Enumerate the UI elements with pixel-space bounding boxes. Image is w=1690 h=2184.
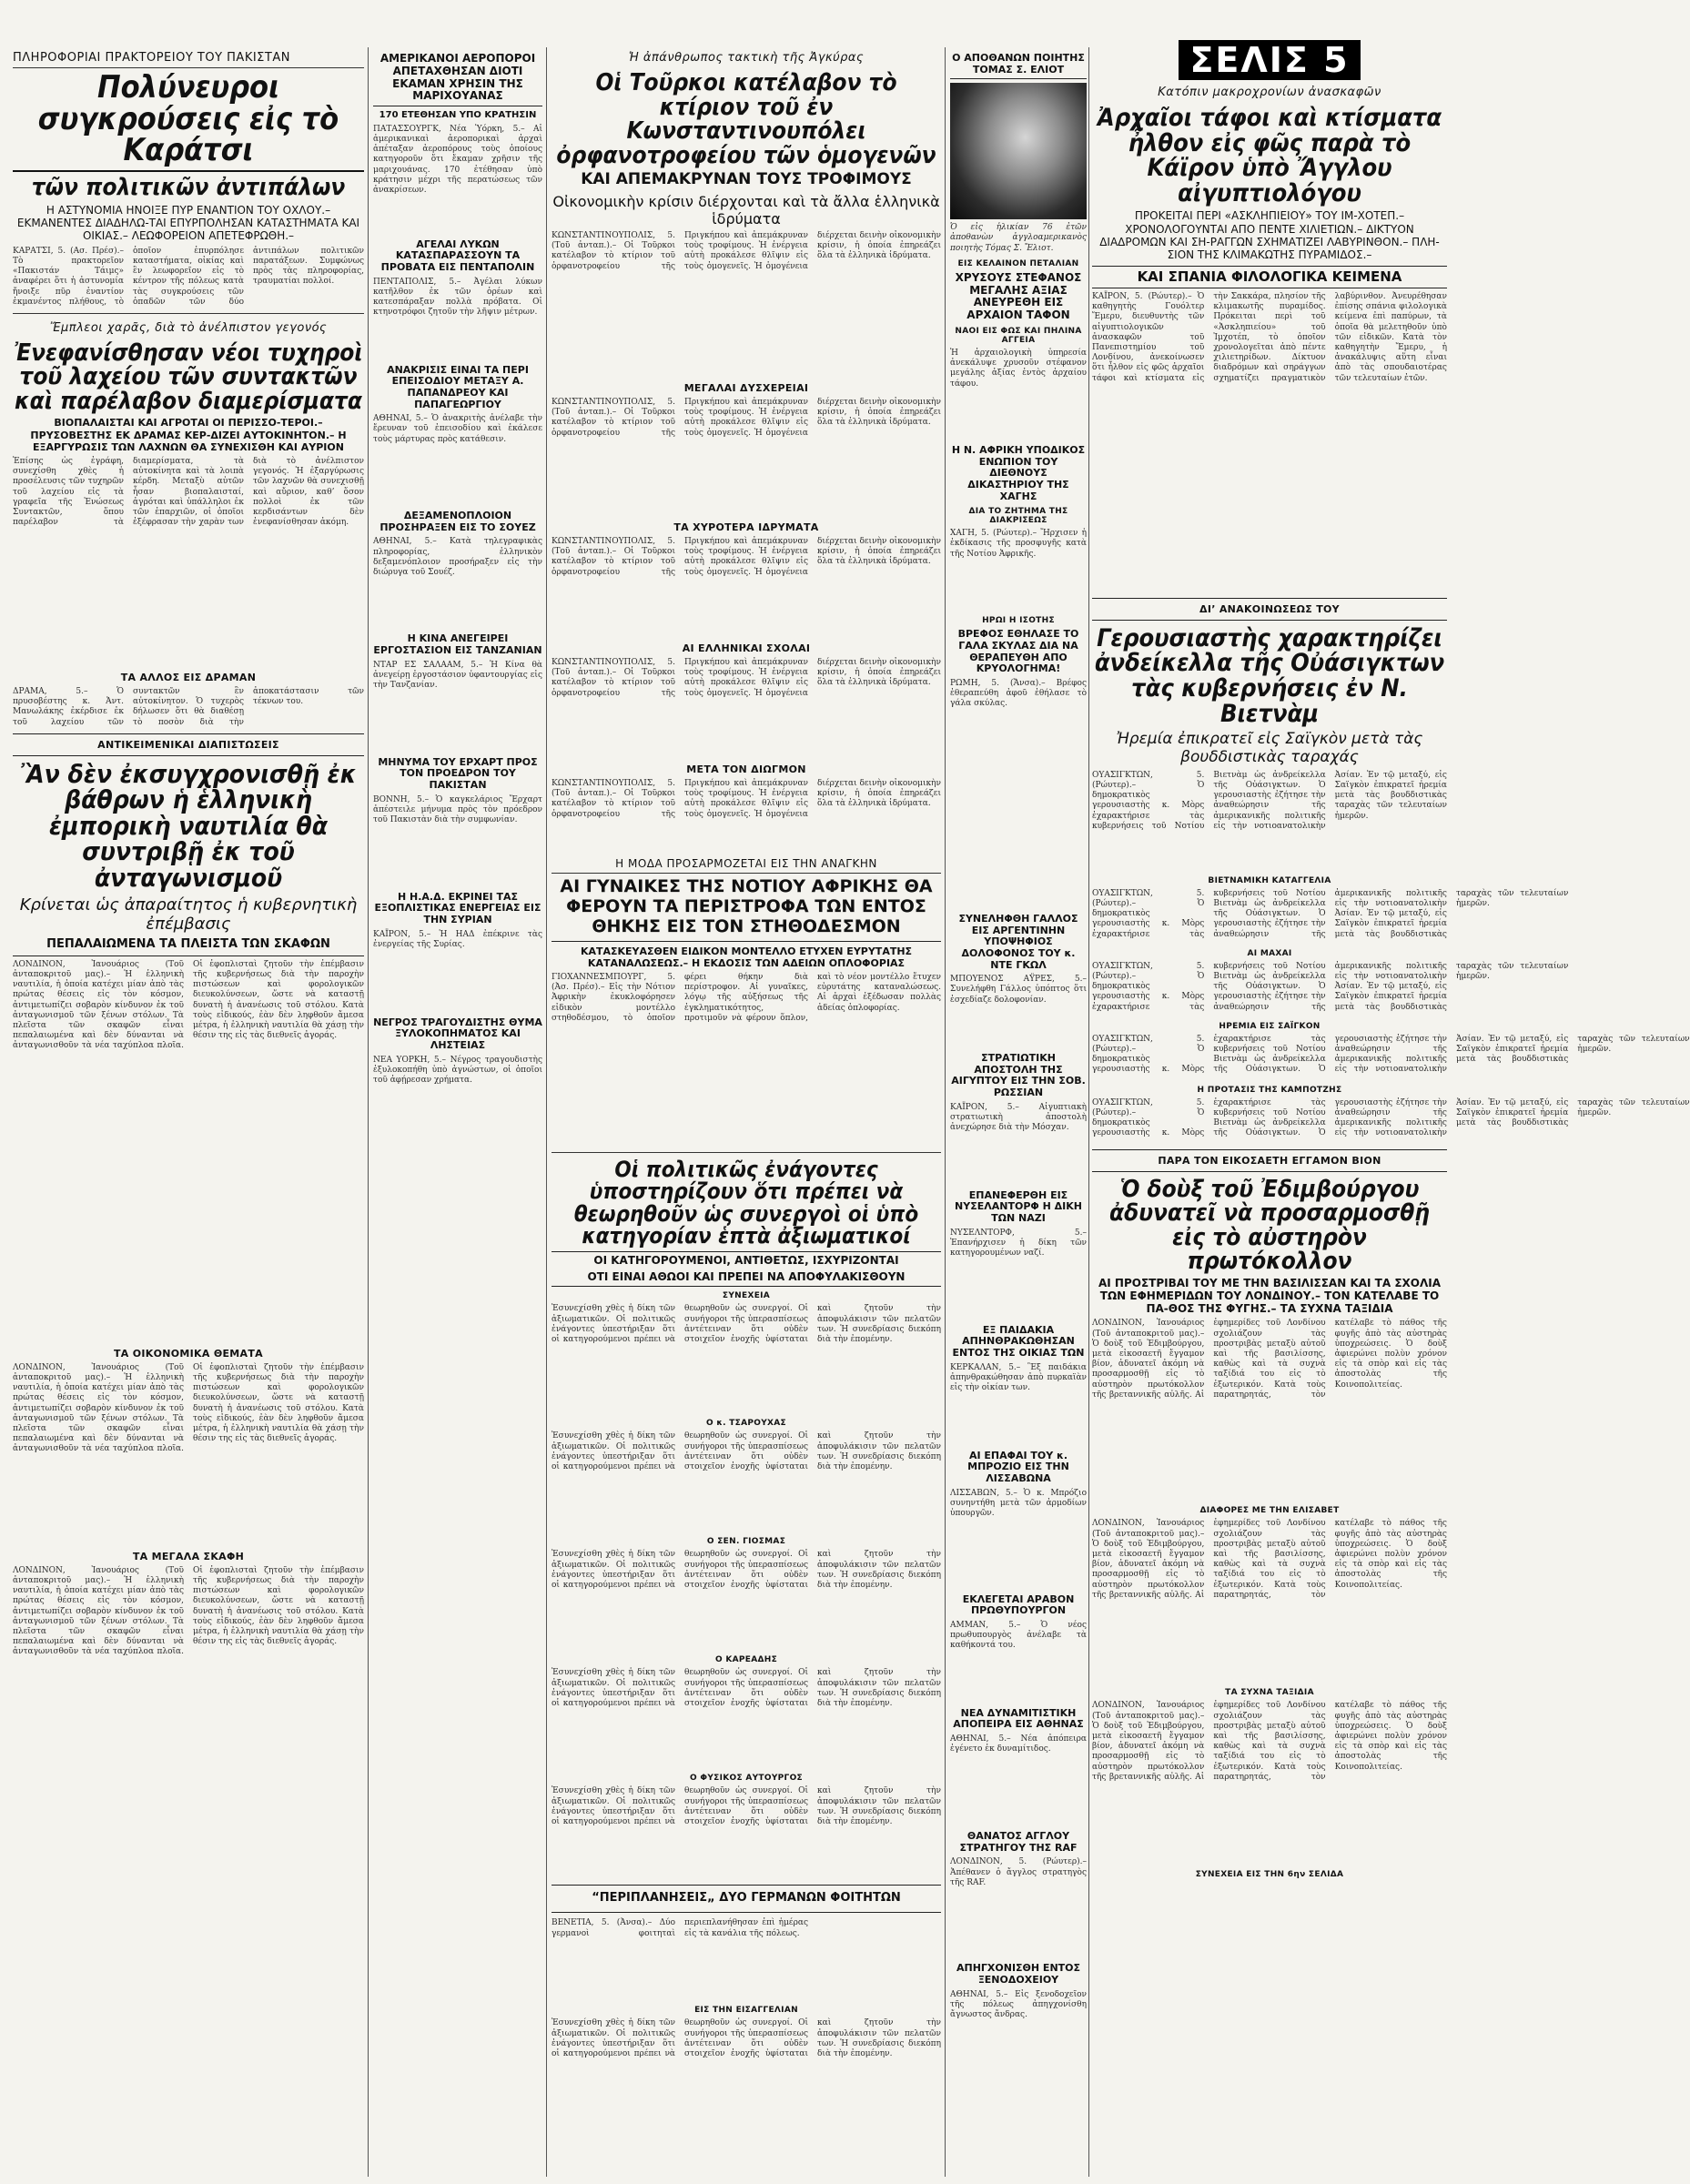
saigon-subhead: Ἠρεμία ἐπικρατεῖ εἰς Σαϊγκὸν μετὰ τὰς βουδδιστικὰς ταραχάς [1116,730,1423,767]
senator-headline: Γερουσιαστὴς χαρακτηρίζει ἀνδείκελλα τῆς Οὐάσιγκτων τὰς κυβερνήσεις ἐν Ν. Βιετνὰμ [1094,623,1445,728]
children-body: ΚΕΡΚΑΛΑΝ, 5.– Ἓξ παιδάκια ἀπηνθρακώθησαν ἀπὸ πυρκαϊὰν εἰς τὴν οἰκίαν των. [950,1362,1087,1393]
officers-section [552,1147,941,2097]
egypt-mission-body: ΚΑΪΡΟΝ, 5.– Αἰγυπτιακὴ στρατιωτικὴ ἀποστολὴ ἀνεχώρησε διὰ τὴν Μόσχαν. [950,1102,1087,1133]
megala-skafi-subhead: ΤΑ ΜΕΓΑΛΑ ΣΚΑΦΗ [132,1550,245,1562]
erhard-body: ΒΟΝΝΗ, 5.– Ὁ καγκελάριος Ἔρχαρτ ἀπέστειλε μήνυμα πρὸς τὸν πρόεδρον τοῦ Πακιστὰν διὰ τὴν συμφωνίαν. [373,794,542,825]
continuation-subhead: ΣΥΝΕΧΕΙΑ [722,1291,771,1301]
orphanage-body-3: ΚΩΝΣΤΑΝΤΙΝΟΥΠΟΛΙΣ, 5. (Τοῦ ἀνταπ.).– Οἱ Τοῦρκοι κατέλαβον τὸ κτίριον τοῦ ὀρφανοτροφείου τῆς Πριγκήπου καὶ ἀπεμάκρυναν τοὺς τροφίμους. Ἡ ἐνέργεια αὐτὴ προκάλεσε θλῖψιν εἰς τοὺς ὁμογενεῖς. Ἡ ὁμογένεια διέρχεται δεινὴν οἰκονομικὴν κρίσιν, ἡ ὁποία ἐπηρεάζει ὅλα τὰ ἑλληνικὰ ἱδρύματα. [552,536,942,577]
kelaini-subhead: ΕΙΣ ΚΕΛΑΙΝΟΝ ΠΕΤΑΛΙΑΝ [957,258,1079,268]
officers-body-5: Ἐσυνεχίσθη χθὲς ἡ δίκη τῶν ἀξιωματικῶν. Οἱ πολιτικῶς ἐνάγοντες ὑπεστήριξαν ὅτι οἱ κατηγορούμενοι πρέπει νὰ θεωρηθοῦν ὡς συνεργοί. Οἱ συνήγοροι τῆς ὑπερασπίσεως ἀντέτειναν ὅτι οὐδὲν στοιχεῖον ἐνοχῆς ὑφίσταται καὶ ζητοῦν τὴν ἀποφυλάκισιν τῶν πελατῶν των. Ἡ συνεδρίασις διεκόπη διὰ τὴν ἐπομένην. [552,1786,941,1827]
hague-headline: Η Ν. ΑΦΡΙΚΗ ΥΠΟΔΙΚΟΣ ΕΝΩΠΙΟΝ ΤΟΥ ΔΙΕΘΝΟΥΣ ΔΙΚΑΣΤΗΡΙΟΥ ΤΗΣ ΧΑΓΗΣ [951,444,1086,502]
wolves-headline: ΑΓΕΛΑΙ ΛΥΚΩΝ ΚΑΤΑΣΠΑΡΑΣΣΟΥΝ ΤΑ ΠΡΟΒΑΤΑ ΕΙΣ ΠΕΝΤΑΠΟΛΙΝ [380,238,535,273]
officers-subhead-2: ΟΤΙ ΕΙΝΑΙ ΑΘΩΟΙ ΚΑΙ ΠΡΕΠΕΙ ΝΑ ΑΠΟΦΥΛΑΚΙΣΘΟΥΝ [552,1271,941,1288]
battles-subhead: ΑΙ ΜΑΧΑΙ [1247,948,1292,958]
shipping-body-2: ΛΟΝΔΙΝΟΝ, Ἰανουάριος (Τοῦ ἀνταποκριτοῦ μας).– Ἡ ἑλληνικὴ ναυτιλία, ἡ ὁποία κατέχει μίαν ἀπὸ τὰς πρώτας θέσεις εἰς τὸν κόσμον, ἀντιμετωπίζει σοβαρὸν κίνδυνον ἐκ τοῦ ἀνταγωνισμοῦ τῶν ξένων στόλων. Τὰ πλεῖστα τῶν σκαφῶν εἶναι πεπαλαιωμένα καὶ δὲν δύνανται νὰ ἀνταγωνισθοῦν τὰ νέα ταχύπλοα πλοῖα. Οἱ ἐφοπλισταὶ ζητοῦν τὴν ἐπέμβασιν τῆς κυβερνήσεως διὰ τὴν παροχὴν πιστώσεων καὶ φορολογικῶν διευκολύνσεων, ὥστε νὰ καταστῇ δυνατὴ ἡ ἀνανέωσις τοῦ στόλου. Κατὰ τοὺς εἰδικούς, ἐὰν δὲν ληφθοῦν ἄμεσα μέτρα, ἡ ἑλληνικὴ ναυτιλία θὰ χάσῃ τὴν θέσιν της εἰς τὰς διεθνεῖς ἀγοράς. [13,1362,364,1454]
degaulle-headline: ΣΥΝΕΛΗΦΘΗ ΓΑΛΛΟΣ ΕΙΣ ΑΡΓΕΝΤΙΝΗΝ ΥΠΟΨΗΦΙΟΣ ΔΟΛΟΦΟΝΟΣ ΤΟΥ κ. ΝΤΕ ΓΚΩΛ [958,913,1078,971]
column-5 [1092,40,1690,2169]
institutions-subhead: ΤΑ ΧΥΡΟΤΕΡΑ ΙΔΡΥΜΑΤΑ [673,521,819,533]
perpetrator-subhead: Ο ΦΥΣΙΚΟΣ ΑΥΤΟΥΡΓΟΣ [690,1774,803,1784]
brosio-headline: ΑΙ ΕΠΑΦΑΙ ΤΟΥ κ. ΜΠΡΟΖΙΟ ΕΙΣ ΤΗΝ ΛΙΣΣΑΒΩΝΑ [967,1449,1069,1484]
singer-headline: ΝΕΓΡΟΣ ΤΡΑΓΟΥΔΙΣΤΗΣ ΘΥΜΑ ΞΥΛΟΚΟΠΗΜΑΤΟΣ ΚΑΙ ΛΗΣΤΕΙΑΣ [373,1016,542,1051]
archaeology-headline: Ἀρχαῖοι τάφοι καὶ κτίσματα ἦλθον εἰς φῶς παρὰ τὸ Κάϊρον ὑπὸ Ἄγγλου αἰγυπτιολόγου [1097,104,1442,207]
karachi-headline-2: τῶν πολιτικῶν ἀντιπάλων [13,170,364,200]
uar-headline: Η Η.Α.Δ. ΕΚΡΙΝΕΙ ΤΑΣ ΕΞΟΠΛΙΣΤΙΚΑΣ ΕΝΕΡΓΕΙΑΣ ΕΙΣ ΤΗΝ ΣΥΡΙΑΝ [374,890,541,925]
karachi-subhead: Η ΑΣΤΥΝΟΜΙΑ ΗΝΟΙΞΕ ΠΥΡ ΕΝΑΝΤΙΟΝ ΤΟΥ ΟΧΛΟΥ.– ΕΚΜΑΝΕΝΤΕΣ ΔΙΑΔΗΛΩ-ΤΑΙ ΕΠΥΡΠΟΛΗΣΑΝ ΚΑΤΑΣΤΗΜΑΤΑ ΚΑΙ ΟΙΚΙΑΣ.– ΛΕΩΦΟΡΕΙΟΝ ΑΠΕΤΕΦΡΩΘΗ.– [16,203,360,243]
hotel-headline: ΑΠΗΓΧΟΝΙΣΘΗ ΕΝΤΟΣ ΞΕΝΟΔΟΧΕΙΟΥ [956,1962,1081,1987]
lottery-kicker: Ἔμπλεοι χαρᾶς, διὰ τὸ ἀνέλπιστον γεγονός [49,320,328,335]
officers-body-4: Ἐσυνεχίσθη χθὲς ἡ δίκη τῶν ἀξιωματικῶν. Οἱ πολιτικῶς ἐνάγοντες ὑπεστήριξαν ὅτι οἱ κατηγορούμενοι πρέπει νὰ θεωρηθοῦν ὡς συνεργοί. Οἱ συνήγοροι τῆς ὑπερασπίσεως ἀντέτειναν ὅτι οὐδὲν στοιχεῖον ἐνοχῆς ὑφίσταται καὶ ζητοῦν τὴν ἀποφυλάκισιν τῶν πελατῶν των. Ἡ συνεδρίασις διεκόπη διὰ τὴν ἐπομένην. [552,1668,941,1709]
pakistan-kicker: ΠΛΗΡΟΦΟΡΙΑΙ ΠΡΑΚΤΟΡΕΙΟΥ ΤΟΥ ΠΑΚΙΣΤΑΝ [13,49,364,68]
drama-subhead: ΤΑ ΑΛΛΟΣ ΕΙΣ ΔΡΑΜΑΝ [120,672,257,684]
calm-subhead: ΗΡΕΜΙΑ ΕΙΣ ΣΑΪΓΚΟΝ [1219,1021,1321,1031]
eliot-kicker: Ο ΑΠΟΘΑΝΩΝ ΠΟΙΗΤΗΣ ΤΟΜΑΣ Σ. ΕΛΙΟΤ [950,53,1087,79]
fashion-kicker: Η ΜΟΔΑ ΠΡΟΣΑΡΜΟΖΕΤΑΙ ΕΙΣ ΤΗΝ ΑΝΑΓΚΗΝ [552,855,941,874]
duke-kicker: ΠΑΡΑ ΤΟΝ ΕΙΚΟΣΑΕΤΗ ΕΓΓΑΜΟΝ ΒΙΟΝ [1158,1154,1381,1167]
shipping-subhead: Κρίνεται ὡς ἀπαραίτητος ἡ κυβερνητικὴ ἐπέμβασις [19,895,358,935]
lottery-headline: Ἐνεφανίσθησαν νέοι τυχηροὶ τοῦ λαχείου τῶν συντακτῶν καὶ παρέλαβον διαμερίσματα [14,339,363,415]
drama-body: ΔΡΑΜΑ, 5.– Ὁ πρυσοβέστης κ. Ἀντ. Μανωλάκης ἐκέρδισε ἐκ τοῦ λαχείου τῶν συντακτῶν ἓν αὐτοκίνητον. Ὁ τυχερὸς δήλωσεν ὅτι θὰ διαθέσῃ τὸ ποσὸν διὰ τὴν ἀποκατάστασιν τῶν τέκνων του. [13,687,364,727]
tsarouchas-subhead: Ο κ. ΤΣΑΡΟΥΧΑΣ [706,1419,786,1429]
fashion-body: ΓΙΟΧΑΝΝΕΣΜΠΟΥΡΓ, 5. (Ἀσ. Πρέσ).– Εἰς τὴν Νότιον Ἀφρικὴν ἐκυκλοφόρησεν εἰδικὸν μοντέλλο στηθοδέσμου, τὸ ὁποῖον φέρει θήκην διὰ περίστροφον. Αἱ γυναῖκες, λόγῳ τῆς αὐξήσεως τῆς ἐγκληματικότητος, προτιμοῦν νὰ φέρουν ὅπλον, καὶ τὸ νέον μοντέλλο ἔτυχεν εὐρυτάτης καταναλώσεως. Αἱ ἀρχαὶ ἐξέδωσαν πολλὰς ἀδείας ὁπλοφορίας. [552,972,941,1023]
differences-subhead: ΔΙΑΦΟΡΕΣ ΜΕ ΤΗΝ ΕΛΙΣΑΒΕΤ [1199,1506,1340,1516]
students-headline: “ΠΕΡΙΠΛΑΝΗΣΕΙΣ„ ΔΥΟ ΓΕΡΜΑΝΩΝ ΦΟΙΤΗΤΩΝ [592,1891,901,1906]
hague-body: ΧΑΓΗ, 5. (Ρώυτερ).– Ἤρχισεν ἡ ἐκδίκασις τῆς προσφυγῆς κατὰ τῆς Νοτίου Ἀφρικῆς. [950,529,1087,559]
cambodia-subhead: Η ΠΡΟΤΑΣΙΣ ΤΗΣ ΚΑΜΠΟΤΖΗΣ [1197,1085,1342,1095]
lottery-subhead: ΒΙΟΠΑΛΑΙΣΤΑΙ ΚΑΙ ΑΓΡΟΤΑΙ ΟΙ ΠΕΡΙΣΣΟ-ΤΕΡΟΙ.– ΠΡΥΣΟΒΕΣΤΗΣ ΕΚ ΔΡΑΜΑΣ ΚΕΡ-ΔΙΖΕΙ ΑΥΤΟΚΙΝΗΤΟΝ.– Η ΕΞΑΡΓΥΡΩΣΙΣ ΤΩΝ ΛΑΧΝΩΝ ΘΑ ΣΥΝΕΧΙΣΘΗ ΚΑΙ ΑΥΡΙΟΝ [30,417,347,453]
erhard-headline: ΜΗΝΥΜΑ ΤΟΥ ΕΡΧΑΡΤ ΠΡΟΣ ΤΟΝ ΠΡΟΕΔΡΟΝ ΤΟΥ ΠΑΚΙΣΤΑΝ [378,755,538,792]
senator-kicker: ΔΙ’ ΑΝΑΚΟΙΝΩΣΕΩΣ ΤΟΥ [1199,602,1340,615]
fashion-headline: ΑΙ ΓΥΝΑΙΚΕΣ ΤΗΣ ΝΟΤΙΟΥ ΑΦΡΙΚΗΣ ΘΑ ΦΕΡΟΥΝ ΤΑ ΠΕΡΙΣΤΡΟΦΑ ΤΩΝ ΕΝΤΟΣ ΘΗΚΗΣ ΕΙΣ ΤΟΝ ΣΤΗΘΟΔΕΣΜΟΝ [560,876,933,936]
airmen-headline: ΑΜΕΡΙΚΑΝΟΙ ΑΕΡΟΠΟΡΟΙ ΑΠΕΤΑΧΘΗΣΑΝ ΔΙΟΤΙ ΕΚΑΜΑΝ ΧΡΗΣΙΝ ΤΗΣ ΜΑΡΙΧΟΥΑΝΑΣ [373,53,542,106]
persecution-subhead: ΜΕΤΑ ΤΟΝ ΔΙΩΓΜΟΝ [686,763,806,775]
senator-body: ΟΥΑΣΙΓΚΤΩΝ, 5. (Ρώυτερ).– Ὁ δημοκρατικὸς γερουσιαστὴς κ. Μὸρς ἐχαρακτήρισε τὰς κυβερνήσεις τοῦ Νοτίου Βιετνὰμ ὡς ἀνδρείκελλα τῆς Οὐάσιγκτων. Ὁ γερουσιαστὴς ἐζήτησε τὴν ἀναθεώρησιν τῆς ἀμερικανικῆς πολιτικῆς εἰς τὴν νοτιοανατολικὴν Ἀσίαν. Ἐν τῷ μεταξύ, εἰς Σαϊγκὸν ἐπικρατεῖ ἠρεμία μετὰ τὰς βουδδιστικὰς ταραχὰς τῶν τελευταίων ἡμερῶν. [1092,770,1447,831]
raf-body: ΛΟΝΔΙΝΟΝ, 5. (Ρώυτερ).– Ἀπέθανεν ὁ ἄγγλος στρατηγὸς τῆς RAF. [950,1857,1087,1887]
fashion-section [552,855,941,1169]
orphanage-headline-2: ΚΑΙ ΑΠΕΜΑΚΡΥΝΑΝ ΤΟΥΣ ΤΡΟΦΙΜΟΥΣ [581,170,912,189]
nazi-trial-body: ΝΥΣΕΛΝΤΟΡΦ, 5.– Ἐπανήρχισεν ἡ δίκη τῶν κατηγορουμένων ναζί. [950,1228,1087,1259]
duke-headline: Ὁ δοὺξ τοῦ Ἐδιμβούργου ἀδυνατεῖ νὰ προσαρμοσθῇ εἰς τὸ αὐστηρὸν πρωτόκολλον [1109,1175,1430,1276]
officers-body-6: Ἐσυνεχίσθη χθὲς ἡ δίκη τῶν ἀξιωματικῶν. Οἱ πολιτικῶς ἐνάγοντες ὑπεστήριξαν ὅτι οἱ κατηγορούμενοι πρέπει νὰ θεωρηθοῦν ὡς συνεργοί. Οἱ συνήγοροι τῆς ὑπερασπίσεως ἀντέτειναν ὅτι οὐδὲν στοιχεῖον ἐνοχῆς ὑφίσταται καὶ ζητοῦν τὴν ἀποφυλάκισιν τῶν πελατῶν των. Ἡ συνεδρίασις διεκόπη διὰ τὴν ἐπομένην. [552,2018,941,2059]
temples-subhead: ΝΑΟΙ ΕΙΣ ΦΩΣ ΚΑΙ ΠΗΛΙΝΑ ΑΓΓΕΙΑ [955,327,1082,346]
brosio-body: ΛΙΣΣΑΒΩΝ, 5.– Ὁ κ. Μπρόζιο συνηντήθη μετὰ τῶν ἁρμοδίων ὑπουργῶν. [950,1488,1087,1518]
eliot-caption: Ὁ εἰς ἡλικίαν 76 ἐτῶν ἀποθανὼν ἀγγλοαμερικανὸς ποιητὴς Τόμας Σ. Ἔλιοτ. [950,223,1087,253]
shipping-kicker: ΑΝΤΙΚΕΙΜΕΝΙΚΑΙ ΔΙΑΠΙΣΤΩΣΕΙΣ [97,738,279,751]
inquiry-body: ΑΘΗΝΑΙ, 5.– Ὁ ἀνακριτὴς ἀνέλαβε τὴν ἔρευναν τοῦ ἐπεισοδίου καὶ ἐκάλεσε τοὺς μάρτυρας πρὸς κατάθεσιν. [373,414,542,444]
duke-body-3: ΛΟΝΔΙΝΟΝ, Ἰανουάριος (Τοῦ ἀνταποκριτοῦ μας).– Ὁ δοὺξ τοῦ Ἐδιμβούργου, μετὰ εἰκοσαετῆ ἔγγαμον βίον, ἀδυνατεῖ ἀκόμη νὰ προσαρμοσθῇ εἰς τὸ αὐστηρὸν πρωτόκολλον τῆς βρεταννικῆς αὐλῆς. Αἱ ἐφημερίδες τοῦ Λονδίνου σχολιάζουν τὰς προστριβὰς μεταξὺ αὐτοῦ καὶ τῆς βασιλίσσης, καθὼς καὶ τὰ συχνὰ ταξίδιά του εἰς τὸ ἐξωτερικόν. Κατὰ τοὺς παρατηρητάς, τὸν κατέλαβε τὸ πάθος τῆς φυγῆς ἀπὸ τὰς αὐστηρὰς ὑποχρεώσεις. Ὁ δοὺξ ἀφιερώνει πολὺν χρόνον εἰς τὰ σπὸρ καὶ εἰς τὰς ἀποστολὰς τῆς Κοινοπολιτείας. [1092,1701,1447,1782]
orphanage-subhead: Οἰκονομικὴν κρίσιν διέρχονται καὶ τὰ ἄλλα ἑλληνικὰ ἱδρύματα [552,192,940,228]
orphanage-body: ΚΩΝΣΤΑΝΤΙΝΟΥΠΟΛΙΣ, 5. (Τοῦ ἀνταπ.).– Οἱ Τοῦρκοι κατέλαβον τὸ κτίριον τοῦ ὀρφανοτροφείου τῆς Πριγκήπου καὶ ἀπεμάκρυναν τοὺς τροφίμους. Ἡ ἐνέργεια αὐτὴ προκάλεσε θλῖψιν εἰς τοὺς ὁμογενεῖς. Ἡ ὁμογένεια διέρχεται δεινὴν οἰκονομικὴν κρίσιν, ἡ ὁποία ἐπηρεάζει ὅλα τὰ ἑλληνικὰ ἱδρύματα. [552,230,942,271]
children-headline: ΕΞ ΠΑΙΔΑΚΙΑ ΑΠΗΝΘΡΑΚΩΘΗΣΑΝ ΕΝΤΟΣ ΤΗΣ ΟΙΚΙΑΣ ΤΩΝ [952,1323,1085,1359]
senator-body-2: ΟΥΑΣΙΓΚΤΩΝ, 5. (Ρώυτερ).– Ὁ δημοκρατικὸς γερουσιαστὴς κ. Μὸρς ἐχαρακτήρισε τὰς κυβερνήσεις τοῦ Νοτίου Βιετνὰμ ὡς ἀνδρείκελλα τῆς Οὐάσιγκτων. Ὁ γερουσιαστὴς ἐζήτησε τὴν ἀναθεώρησιν τῆς ἀμερικανικῆς πολιτικῆς εἰς τὴν νοτιοανατολικὴν Ἀσίαν. Ἐν τῷ μεταξύ, εἰς Σαϊγκὸν ἐπικρατεῖ ἠρεμία μετὰ τὰς βουδδιστικὰς ταραχὰς τῶν τελευταίων ἡμερῶν. [1092,888,1569,939]
schools-subhead: ΑΙ ΕΛΛΗΝΙΚΑΙ ΣΧΟΛΑΙ [682,642,811,654]
degaulle-body: ΜΠΟΥΕΝΟΣ ΑΫΡΕΣ, 5.– Συνελήφθη Γάλλος ὑπόπτος ὅτι ἐσχεδίαζε δολοφονίαν. [950,975,1087,1005]
egypt-mission-headline: ΣΤΡΑΤΙΩΤΙΚΗ ΑΠΟΣΤΟΛΗ ΤΗΣ ΑΙΓΥΠΤΟΥ ΕΙΣ ΤΗΝ ΣΟΒ. ΡΩΣΣΙΑΝ [951,1052,1086,1099]
inquiry-headline: ΑΝΑΚΡΙΣΙΣ ΕΙΝΑΙ ΤΑ ΠΕΡΙ ΕΠΕΙΣΟΔΙΟΥ ΜΕΤΑΞΥ Α. ΠΑΠΑΝΔΡΕΟΥ ΚΑΙ ΠΑΠΑΓΕΩΡΓΙΟΥ [387,363,529,410]
orphanage-body-5: ΚΩΝΣΤΑΝΤΙΝΟΥΠΟΛΙΣ, 5. (Τοῦ ἀνταπ.).– Οἱ Τοῦρκοι κατέλαβον τὸ κτίριον τοῦ ὀρφανοτροφείου τῆς Πριγκήπου καὶ ἀπεμάκρυναν τοὺς τροφίμους. Ἡ ἐνέργεια αὐτὴ προκάλεσε θλῖψιν εἰς τοὺς ὁμογενεῖς. Ἡ ὁμογένεια διέρχεται δεινὴν οἰκονομικὴν κρίσιν, ἡ ὁποία ἐπηρεάζει ὅλα τὰ ἑλληνικὰ ἱδρύματα. [552,778,942,819]
archaeology-subhead-2: ΚΑΙ ΣΠΑΝΙΑ ΦΙΛΟΛΟΓΙΚΑ ΚΕΙΜΕΝΑ [1092,266,1447,288]
infant-headline: ΒΡΕΦΟΣ ΕΘΗΛΑΣΕ ΤΟ ΓΑΛΑ ΣΚΥΛΑΣ ΔΙΑ ΝΑ ΘΕΡΑΠΕΥΘΗ ΑΠΟ ΚΡΥΟΛΟΓΗΜΑ! [957,628,1079,675]
page-number: ΣΕΛΙΣ 5 [1179,40,1360,80]
orphanage-body-4: ΚΩΝΣΤΑΝΤΙΝΟΥΠΟΛΙΣ, 5. (Τοῦ ἀνταπ.).– Οἱ Τοῦρκοι κατέλαβον τὸ κτίριον τοῦ ὀρφανοτροφείου τῆς Πριγκήπου καὶ ἀπεμάκρυναν τοὺς τροφίμους. Ἡ ἐνέργεια αὐτὴ προκάλεσε θλῖψιν εἰς τοὺς ὁμογενεῖς. Ἡ ὁμογένεια διέρχεται δεινὴν οἰκονομικὴν κρίσιν, ἡ ὁποία ἐπηρεάζει ὅλα τὰ ἑλληνικὰ ἱδρύματα. [552,657,942,698]
oikonomika-subhead: ΤΑ ΟΙΚΟΝΟΜΙΚΑ ΘΕΜΑΤΑ [114,1347,263,1360]
archaeology-kicker: Κατόπιν μακροχρονίων ἀνασκαφῶν [1158,86,1381,99]
china-headline: Η ΚΙΝΑ ΑΝΕΓΕΙΡΕΙ ΕΡΓΟΣΤΑΣΙΟΝ ΕΙΣ ΤΑΝΖΑΝΙΑΝ [373,632,542,657]
senator-body-5: ΟΥΑΣΙΓΚΤΩΝ, 5. (Ρώυτερ).– Ὁ δημοκρατικὸς γερουσιαστὴς κ. Μὸρς ἐχαρακτήρισε τὰς κυβερνήσεις τοῦ Νοτίου Βιετνὰμ ὡς ἀνδρείκελλα τῆς Οὐάσιγκτων. Ὁ γερουσιαστὴς ἐζήτησε τὴν ἀναθεώρησιν τῆς ἀμερικανικῆς πολιτικῆς εἰς τὴν νοτιοανατολικὴν Ἀσίαν. Ἐν τῷ μεταξύ, εἰς Σαϊγκὸν ἐπικρατεῖ ἠρεμία μετὰ τὰς βουδδιστικὰς ταραχὰς τῶν τελευταίων ἡμερῶν. [1092,1097,1690,1138]
dynamite-body: ΑΘΗΝΑΙ, 5.– Νέα ἀπόπειρα ἐγένετο ἐκ δυναμίτιδος. [950,1734,1087,1754]
duke-body: ΛΟΝΔΙΝΟΝ, Ἰανουάριος (Τοῦ ἀνταποκριτοῦ μας).– Ὁ δοὺξ τοῦ Ἐδιμβούργου, μετὰ εἰκοσαετῆ ἔγγαμον βίον, ἀδυνατεῖ ἀκόμη νὰ προσαρμοσθῇ εἰς τὸ αὐστηρὸν πρωτόκολλον τῆς βρεταννικῆς αὐλῆς. Αἱ ἐφημερίδες τοῦ Λονδίνου σχολιάζουν τὰς προστριβὰς μεταξὺ αὐτοῦ καὶ τῆς βασιλίσσης, καθὼς καὶ τὰ συχνὰ ταξίδιά του εἰς τὸ ἐξωτερικόν. Κατὰ τοὺς παρατηρητάς, τὸν κατέλαβε τὸ πάθος τῆς φυγῆς ἀπὸ τὰς αὐστηρὰς ὑποχρεώσεις. Ὁ δοὺξ ἀφιερώνει πολὺν χρόνον εἰς τὰ σπὸρ καὶ εἰς τὰς ἀποστολὰς τῆς Κοινοπολιτείας. [1092,1319,1447,1400]
column-1 [13,49,364,2179]
shipping-body: ΛΟΝΔΙΝΟΝ, Ἰανουάριος (Τοῦ ἀνταποκριτοῦ μας).– Ἡ ἑλληνικὴ ναυτιλία, ἡ ὁποία κατέχει μίαν ἀπὸ τὰς πρώτας θέσεις εἰς τὸν κόσμον, ἀντιμετωπίζει σοβαρὸν κίνδυνον ἐκ τοῦ ἀνταγωνισμοῦ τῶν ξένων στόλων. Τὰ πλεῖστα τῶν σκαφῶν εἶναι πεπαλαιωμένα καὶ δὲν δύνανται νὰ ἀνταγωνισθοῦν τὰ νέα ταχύπλοα πλοῖα. Οἱ ἐφοπλισταὶ ζητοῦν τὴν ἐπέμβασιν τῆς κυβερνήσεως διὰ τὴν παροχὴν πιστώσεων καὶ φορολογικῶν διευκολύνσεων, ὥστε νὰ καταστῇ δυνατὴ ἡ ἀνανέωσις τοῦ στόλου. Κατὰ τοὺς εἰδικούς, ἐὰν δὲν ληφθοῦν ἄμεσα μέτρα, ἡ ἑλληνικὴ ναυτιλία θὰ χάσῃ τὴν θέσιν της εἰς τὰς διεθνεῖς ἀγοράς. [13,959,364,1051]
column-2 [373,49,542,2179]
difficulties-subhead: ΜΕΓΑΛΑΙ ΔΥΣΧΕΡΕΙΑΙ [683,381,809,394]
officers-subhead: ΟΙ ΚΑΤΗΓΟΡΟΥΜΕΝΟΙ, ΑΝΤΙΘΕΤΩΣ, ΙΣΧΥΡΙΖΟΝΤΑΙ [552,1251,941,1268]
wreath-body: Ἡ ἀρχαιολογικὴ ὑπηρεσία ἀνεκάλυψε χρυσοῦν στέφανον μεγάλης ἀξίας ἐντὸς ἀρχαίου τάφου. [950,349,1087,389]
kareadis-subhead: Ο ΚΑΡΕΑΔΗΣ [714,1655,778,1665]
fashion-subhead: ΚΑΤΑΣΚΕΥΑΣΘΕΝ ΕΙΔΙΚΟΝ ΜΟΝΤΕΛΛΟ ΕΤΥΧΕΝ ΕΥΡΥΤΑΤΗΣ ΚΑΤΑΝΑΛΩΣΕΩΣ.– Η ΕΚΔΟΣΙΣ ΤΩΝ ΑΔΕΙΩΝ ΟΠΛΟΦΟΡΙΑΣ [552,941,941,969]
continuation-footer: ΣΥΝΕΧΕΙΑ ΕΙΣ ΤΗΝ 6ην ΣΕΛΙΔΑ [1195,1870,1344,1880]
duke-body-2: ΛΟΝΔΙΝΟΝ, Ἰανουάριος (Τοῦ ἀνταποκριτοῦ μας).– Ὁ δοὺξ τοῦ Ἐδιμβούργου, μετὰ εἰκοσαετῆ ἔγγαμον βίον, ἀδυνατεῖ ἀκόμη νὰ προσαρμοσθῇ εἰς τὸ αὐστηρὸν πρωτόκολλον τῆς βρεταννικῆς αὐλῆς. Αἱ ἐφημερίδες τοῦ Λονδίνου σχολιάζουν τὰς προστριβὰς μεταξὺ αὐτοῦ καὶ τῆς βασιλίσσης, καθὼς καὶ τὰ συχνὰ ταξίδιά του εἰς τὸ ἐξωτερικόν. Κατὰ τοὺς παρατηρητάς, τὸν κατέλαβε τὸ πάθος τῆς φυγῆς ἀπὸ τὰς αὐστηρὰς ὑποχρεώσεις. Ὁ δοὺξ ἀφιερώνει πολὺν χρόνον εἰς τὰ σπὸρ καὶ εἰς τὰς ἀποστολὰς τῆς Κοινοπολιτείας. [1092,1519,1447,1600]
shipping-body-3: ΛΟΝΔΙΝΟΝ, Ἰανουάριος (Τοῦ ἀνταποκριτοῦ μας).– Ἡ ἑλληνικὴ ναυτιλία, ἡ ὁποία κατέχει μίαν ἀπὸ τὰς πρώτας θέσεις εἰς τὸν κόσμον, ἀντιμετωπίζει σοβαρὸν κίνδυνον ἐκ τοῦ ἀνταγωνισμοῦ τῶν ξένων στόλων. Τὰ πλεῖστα τῶν σκαφῶν εἶναι πεπαλαιωμένα καὶ δὲν δύνανται νὰ ἀνταγωνισθοῦν τὰ νέα ταχύπλοα πλοῖα. Οἱ ἐφοπλισταὶ ζητοῦν τὴν ἐπέμβασιν τῆς κυβερνήσεως διὰ τὴν παροχὴν πιστώσεων καὶ φορολογικῶν διευκολύνσεων, ὥστε νὰ καταστῇ δυνατὴ ἡ ἀνανέωσις τοῦ στόλου. Κατὰ τοὺς εἰδικούς, ἐὰν δὲν ληφθοῦν ἄμεσα μέτρα, ἡ ἑλληνικὴ ναυτιλία θὰ χάσῃ τὴν θέσιν της εἰς τὰς διεθνεῖς ἀγοράς. [13,1565,364,1657]
officers-headline: Οἱ πολιτικῶς ἐνάγοντες ὑποστηρίζουν ὅτι πρέπει νὰ θεωρηθοῦν ὡς συνεργοὶ οἱ ὑπὸ κατηγορίαν ἑπτὰ ἀξιωματικοί [573,1157,919,1249]
travels-subhead: ΤΑ ΣΥΧΝΑ ΤΑΞΙΔΙΑ [1225,1688,1314,1698]
raf-headline: ΘΑΝΑΤΟΣ ΑΓΓΛΟΥ ΣΤΡΑΤΗΓΟΥ ΤΗΣ RAF [959,1830,1078,1854]
officers-body-2: Ἐσυνεχίσθη χθὲς ἡ δίκη τῶν ἀξιωματικῶν. Οἱ πολιτικῶς ἐνάγοντες ὑπεστήριξαν ὅτι οἱ κατηγορούμενοι πρέπει νὰ θεωρηθοῦν ὡς συνεργοί. Οἱ συνήγοροι τῆς ὑπερασπίσεως ἀντέτειναν ὅτι οὐδὲν στοιχεῖον ἐνοχῆς ὑφίσταται καὶ ζητοῦν τὴν ἀποφυλάκισιν τῶν πελατῶν των. Ἡ συνεδρίασις διεκόπη διὰ τὴν ἐπομένην. [552,1431,941,1472]
archaeology-subhead: ΠΡΟΚΕΙΤΑΙ ΠΕΡΙ «ΑΣΚΛΗΠΙΕΙΟΥ» ΤΟΥ ΙΜ-ΧΟΤΕΠ.– ΧΡΟΝΟΛΟΓΟΥΝΤΑΙ ΑΠΟ ΠΕΝΤΕ ΧΙΛΙΕΤΙΩΝ.– ΔΙΚΤΥΟΝ ΔΙΑΔΡΟΜΩΝ ΚΑΙ ΣΗ-ΡΑΓΓΩΝ ΣΧΗΜΑΤΙΖΕΙ ΛΑΒΥΡΙΝΘΟΝ.– ΠΛΗ-ΣΙΟΝ ΤΗΣ ΚΛΙΜΑΚΩΤΗΣ ΠΥΡΑΜΙΔΟΣ.– [1099,209,1440,262]
hague-subhead: ΔΙΑ ΤΟ ΖΗΤΗΜΑ ΤΗΣ ΔΙΑΚΡΙΣΕΩΣ [968,507,1068,526]
orphanage-headline: Οἱ Τοῦρκοι κατέλαβον τὸ κτίριον τοῦ ἐν Κωνσταντινουπόλει ὀρφανοτροφείου τῶν ὁμογενῶν [556,69,936,169]
column-4 [950,49,1087,905]
tanker-headline: ΔΕΞΑΜΕΝΟΠΛΟΙΟΝ ΠΡΟΣΗΡΑΞΕΝ ΕΙΣ ΤΟ ΣΟΥΕΖ [379,510,536,533]
nazi-trial-headline: ΕΠΑΝΕΦΕΡΘΗ ΕΙΣ ΝΥΣΕΛΑΝΤΟΡΦ Η ΔΙΚΗ ΤΩΝ ΝΑΖΙ [955,1188,1082,1225]
orphanage-kicker: Ἡ ἀπάνθρωπος τακτικὴ τῆς Ἀγκύρας [628,51,865,65]
equality-subhead: ΗΡΩΙ Η ΙΣΟΤΗΣ [982,616,1055,626]
senator-body-3: ΟΥΑΣΙΓΚΤΩΝ, 5. (Ρώυτερ).– Ὁ δημοκρατικὸς γερουσιαστὴς κ. Μὸρς ἐχαρακτήρισε τὰς κυβερνήσεις τοῦ Νοτίου Βιετνὰμ ὡς ἀνδρείκελλα τῆς Οὐάσιγκτων. Ὁ γερουσιαστὴς ἐζήτησε τὴν ἀναθεώρησιν τῆς ἀμερικανικῆς πολιτικῆς εἰς τὴν νοτιοανατολικὴν Ἀσίαν. Ἐν τῷ μεταξύ, εἰς Σαϊγκὸν ἐπικρατεῖ ἠρεμία μετὰ τὰς βουδδιστικὰς ταραχὰς τῶν τελευταίων ἡμερῶν. [1092,961,1569,1012]
duke-subhead: ΑΙ ΠΡΟΣΤΡΙΒΑΙ ΤΟΥ ΜΕ ΤΗΝ ΒΑΣΙΛΙΣΣΑΝ ΚΑΙ ΤΑ ΣΧΟΛΙΑ ΤΩΝ ΕΦΗΜΕΡΙΔΩΝ ΤΟΥ ΛΟΝΔΙΝΟΥ.– ΤΟΝ ΚΑΤΕΛΑΒΕ ΤΟ ΠΑ-ΘΟΣ ΤΗΣ ΦΥΓΗΣ.– ΤΑ ΣΥΧΝΑ ΤΑΞΙΔΙΑ [1098,1276,1442,1315]
officers-body: Ἐσυνεχίσθη χθὲς ἡ δίκη τῶν ἀξιωματικῶν. Οἱ πολιτικῶς ἐνάγοντες ὑπεστήριξαν ὅτι οἱ κατηγορούμενοι πρέπει νὰ θεωρηθοῦν ὡς συνεργοί. Οἱ συνήγοροι τῆς ὑπερασπίσεως ἀντέτειναν ὅτι οὐδὲν στοιχεῖον ἐνοχῆς ὑφίσταται καὶ ζητοῦν τὴν ἀποφυλάκισιν τῶν πελατῶν των. Ἡ συνεδρίασις διεκόπη διὰ τὴν ἐπομένην. [552,1304,941,1345]
shipping-headline: Ἂν δὲν ἐκσυγχρονισθῇ ἐκ βάθρων ἡ ἑλληνικὴ ἐμπορικὴ ναυτιλία θὰ συντριβῇ ἐκ τοῦ ἀνταγωνισμοῦ [20,758,357,894]
senator-body-4: ΟΥΑΣΙΓΚΤΩΝ, 5. (Ρώυτερ).– Ὁ δημοκρατικὸς γερουσιαστὴς κ. Μὸρς ἐχαρακτήρισε τὰς κυβερνήσεις τοῦ Νοτίου Βιετνὰμ ὡς ἀνδρείκελλα τῆς Οὐάσιγκτων. Ὁ γερουσιαστὴς ἐζήτησε τὴν ἀναθεώρησιν τῆς ἀμερικανικῆς πολιτικῆς εἰς τὴν νοτιοανατολικὴν Ἀσίαν. Ἐν τῷ μεταξύ, εἰς Σαϊγκὸν ἐπικρατεῖ ἠρεμία μετὰ τὰς βουδδιστικὰς ταραχὰς τῶν τελευταίων ἡμερῶν. [1092,1034,1690,1075]
prosecutor-subhead: ΕΙΣ ΤΗΝ ΕΙΣΑΓΓΕΛΙΑΝ [694,2006,798,2016]
column-3 [552,49,941,850]
officers-body-3: Ἐσυνεχίσθη χθὲς ἡ δίκη τῶν ἀξιωματικῶν. Οἱ πολιτικῶς ἐνάγοντες ὑπεστήριξαν ὅτι οἱ κατηγορούμενοι πρέπει νὰ θεωρηθοῦν ὡς συνεργοί. Οἱ συνήγοροι τῆς ὑπερασπίσεως ἀντέτειναν ὅτι οὐδὲν στοιχεῖον ἐνοχῆς ὑφίσταται καὶ ζητοῦν τὴν ἀποφυλάκισιν τῶν πελατῶν των. Ἡ συνεδρίασις διεκόπη διὰ τὴν ἐπομένην. [552,1550,941,1591]
singer-body: ΝΕΑ ΥΟΡΚΗ, 5.– Νέγρος τραγουδιστὴς ἐξυλοκοπήθη ὑπὸ ἀγνώστων, οἱ ὁποῖοι τοῦ ἀφῄρεσαν χρήματα. [373,1055,542,1085]
page-number-badge [1092,40,1447,80]
archaeology-body: ΚΑΪΡΟΝ, 5. (Ρώυτερ).– Ὁ καθηγητὴς Γουόλτερ Ἔμερυ, διευθυντὴς τῶν αἰγυπτιολογικῶν ἀνασκαφῶν τοῦ Πανεπιστημίου τοῦ Λονδίνου, ἀνεκοίνωσεν ὅτι ἦλθον εἰς φῶς ἀρχαῖοι τάφοι καὶ κτίσματα εἰς τὴν Σακκάρα, πλησίον τῆς κλιμακωτῆς πυραμίδος. Πρόκειται περὶ τοῦ «Ἀσκληπιείου» τοῦ Ἰμχοτέπ, τὸ ὁποῖον χρονολογεῖται ἀπὸ πέντε χιλιετηρίδων. Δίκτυον διαδρόμων καὶ σηράγγων σχηματίζει πραγματικὸν λαβύρινθον. Ἀνευρέθησαν ἐπίσης σπάνια φιλολογικὰ κείμενα ἐπὶ παπύρων, τὰ ὁποῖα θὰ μελετηθοῦν ὑπὸ τῶν εἰδικῶν. Κατὰ τὸν καθηγητὴν Ἔμερυ, ἡ ἀνακάλυψις αὕτη εἶναι ἀπὸ τὰς σπουδαιοτέρας τῶν τελευταίων ἐτῶν. [1092,291,1447,383]
hotel-body: ΑΘΗΝΑΙ, 5.– Εἰς ξενοδοχεῖον τῆς πόλεως ἀπηγχονίσθη ἄγνωστος ἄνδρας. [950,1989,1087,2020]
eliot-portrait-photo [950,83,1087,219]
shipping-subhead-2: ΠΕΠΑΛΑΙΩΜΕΝΑ ΤΑ ΠΛΕΙΣΤΑ ΤΩΝ ΣΚΑΦΩΝ [13,938,364,956]
wolves-body: ΠΕΝΤΑΠΟΛΙΣ, 5.– Ἀγέλαι λύκων κατῆλθον ἐκ τῶν ὀρέων καὶ κατεσπάραξαν πολλὰ πρόβατα. Οἱ κτηνοτρόφοι ζητοῦν τὴν λῆψιν μέτρων. [373,277,542,318]
airmen-subhead: 170 ΕΤΕΘΗΣΑΝ ΥΠΟ ΚΡΑΤΗΣΙΝ [379,110,537,121]
lottery-body: Ἐπίσης ὡς ἐγράφη, συνεχίσθη χθὲς ἡ προσέλευσις τῶν τυχηρῶν τοῦ λαχείου εἰς τὰ γραφεῖα τῆς Ἐνώσεως Συντακτῶν, ὅπου παρέλαβον τὰ διαμερίσματα, τὰ αὐτοκίνητα καὶ τὰ λοιπὰ κέρδη. Μεταξὺ αὐτῶν ἦσαν βιοπαλαισταί, ἀγρόται καὶ ὑπάλληλοι ἐκ τῶν ἐπαρχιῶν, οἱ ὁποῖοι ἐξέφρασαν τὴν χαρὰν των διὰ τὸ ἀνέλπιστον γεγονός. Ἡ ἐξαργύρωσις τῶν λαχνῶν θὰ συνεχισθῇ καὶ αὔριον, καθ’ ὅσον πολλοὶ ἐκ τῶν κερδισάντων δὲν ἐνεφανίσθησαν ἀκόμη. [13,457,364,528]
giosmas-subhead: Ο ΣΕΝ. ΓΙΟΣΜΑΣ [706,1537,786,1547]
karachi-headline: Πολύνευροι συγκρούσεις εἰς τὸ Καράτσι [37,69,339,169]
orphanage-body-2: ΚΩΝΣΤΑΝΤΙΝΟΥΠΟΛΙΣ, 5. (Τοῦ ἀνταπ.).– Οἱ Τοῦρκοι κατέλαβον τὸ κτίριον τοῦ ὀρφανοτροφείου τῆς Πριγκήπου καὶ ἀπεμάκρυναν τοὺς τροφίμους. Ἡ ἐνέργεια αὐτὴ προκάλεσε θλῖψιν εἰς τοὺς ὁμογενεῖς. Ἡ ὁμογένεια διέρχεται δεινὴν οἰκονομικὴν κρίσιν, ἡ ὁποία ἐπηρεάζει ὅλα τὰ ἑλληνικὰ ἱδρύματα. [552,397,942,438]
airmen-body: ΠΑΤΑΣΣΟΥΡΓΚ, Νέα Ὑόρκη, 5.– Αἱ ἀμερικανικαὶ ἀεροπορικαὶ ἀρχαὶ ἀπέταξαν ἀεροπόρους τοὺς ὁποίους κατηγοροῦν ὅτι ἔκαμαν χρῆσιν τῆς μαριχουάνας. 170 ἐτέθησαν ὑπὸ κράτησιν μέχρι τῆς περατώσεως τῶν ἀνακρίσεων. [373,124,542,195]
dynamite-headline: ΝΕΑ ΔΥΝΑΜΙΤΙΣΤΙΚΗ ΑΠΟΠΕΙΡΑ ΕΙΣ ΑΘΗΝΑΣ [953,1706,1084,1731]
tanker-body: ΑΘΗΝΑΙ, 5.– Κατὰ τηλεγραφικὰς πληροφορίας, ἑλληνικὸν δεξαμενόπλοιον προσήραξεν εἰς τὴν διώρυγα τοῦ Σουέζ. [373,537,542,578]
wreath-headline: ΧΡΥΣΟΥΣ ΣΤΕΦΑΝΟΣ ΜΕΓΑΛΗΣ ΑΞΙΑΣ ΑΝΕΥΡΕΘΗ ΕΙΣ ΑΡΧΑΙΟΝ ΤΑΦΟΝ [955,270,1082,322]
karachi-body: ΚΑΡΑΤΣΙ, 5. (Ασ. Πρέσ).– Τὸ πρακτορεῖον «Πακιστάν Τάιμς» ἀναφέρει ὅτι ἡ ἀστυνομία ἤνοιξε πῦρ ἐναντίον ἐκμανέντος πλήθους, τὸ ὁποῖον ἐπυρπόλησε καταστήματα, οἰκίας καὶ ἓν λεωφορεῖον εἰς τὸ κέντρον τῆς πόλεως κατὰ τὰς συγκρούσεις τῶν ὀπαδῶν τῶν δύο ἀντιπάλων πολιτικῶν παρατάξεων. Συμφώνως πρὸς τὰς πληροφορίας, τραυματίαι πολλοί. [13,246,364,307]
column-4-lower [950,910,1087,2175]
vietnam-subhead: ΒΙΕΤΝΑΜΙΚΗ ΚΑΤΑΓΓΕΛΙΑ [1208,875,1331,885]
uar-body: ΚΑΪΡΟΝ, 5.– Ἡ ΗΑΔ ἐπέκρινε τὰς ἐνεργείας τῆς Συρίας. [373,929,542,949]
infant-body: ΡΩΜΗ, 5. (Ἄνσα).– Βρέφος ἐθεραπεύθη ἀφοῦ ἐθήλασε τὸ γάλα σκύλας. [950,678,1087,709]
students-body: ΒΕΝΕΤΙΑ, 5. (Ἀνσα).– Δύο γερμανοὶ φοιτηταὶ περιεπλανήθησαν ἐπὶ ἡμέρας εἰς τὰ κανάλια τῆς πόλεως. [552,1918,808,1938]
pm-body: ΑΜΜΑΝ, 5.– Ὁ νέος πρωθυπουργὸς ἀνέλαβε τὰ καθήκοντά του. [950,1620,1087,1651]
pm-headline: ΕΚΛΕΓΕΤΑΙ ΑΡΑΒΟΝ ΠΡΩΘΥΠΟΥΡΓΟΝ [962,1592,1075,1617]
china-body: ΝΤΑΡ ΕΣ ΣΑΛΑΑΜ, 5.– Ἡ Κίνα θὰ ἀνεγείρῃ ἐργοστάσιον ὑφαντουργίας εἰς τὴν Τανζανίαν. [373,660,542,691]
